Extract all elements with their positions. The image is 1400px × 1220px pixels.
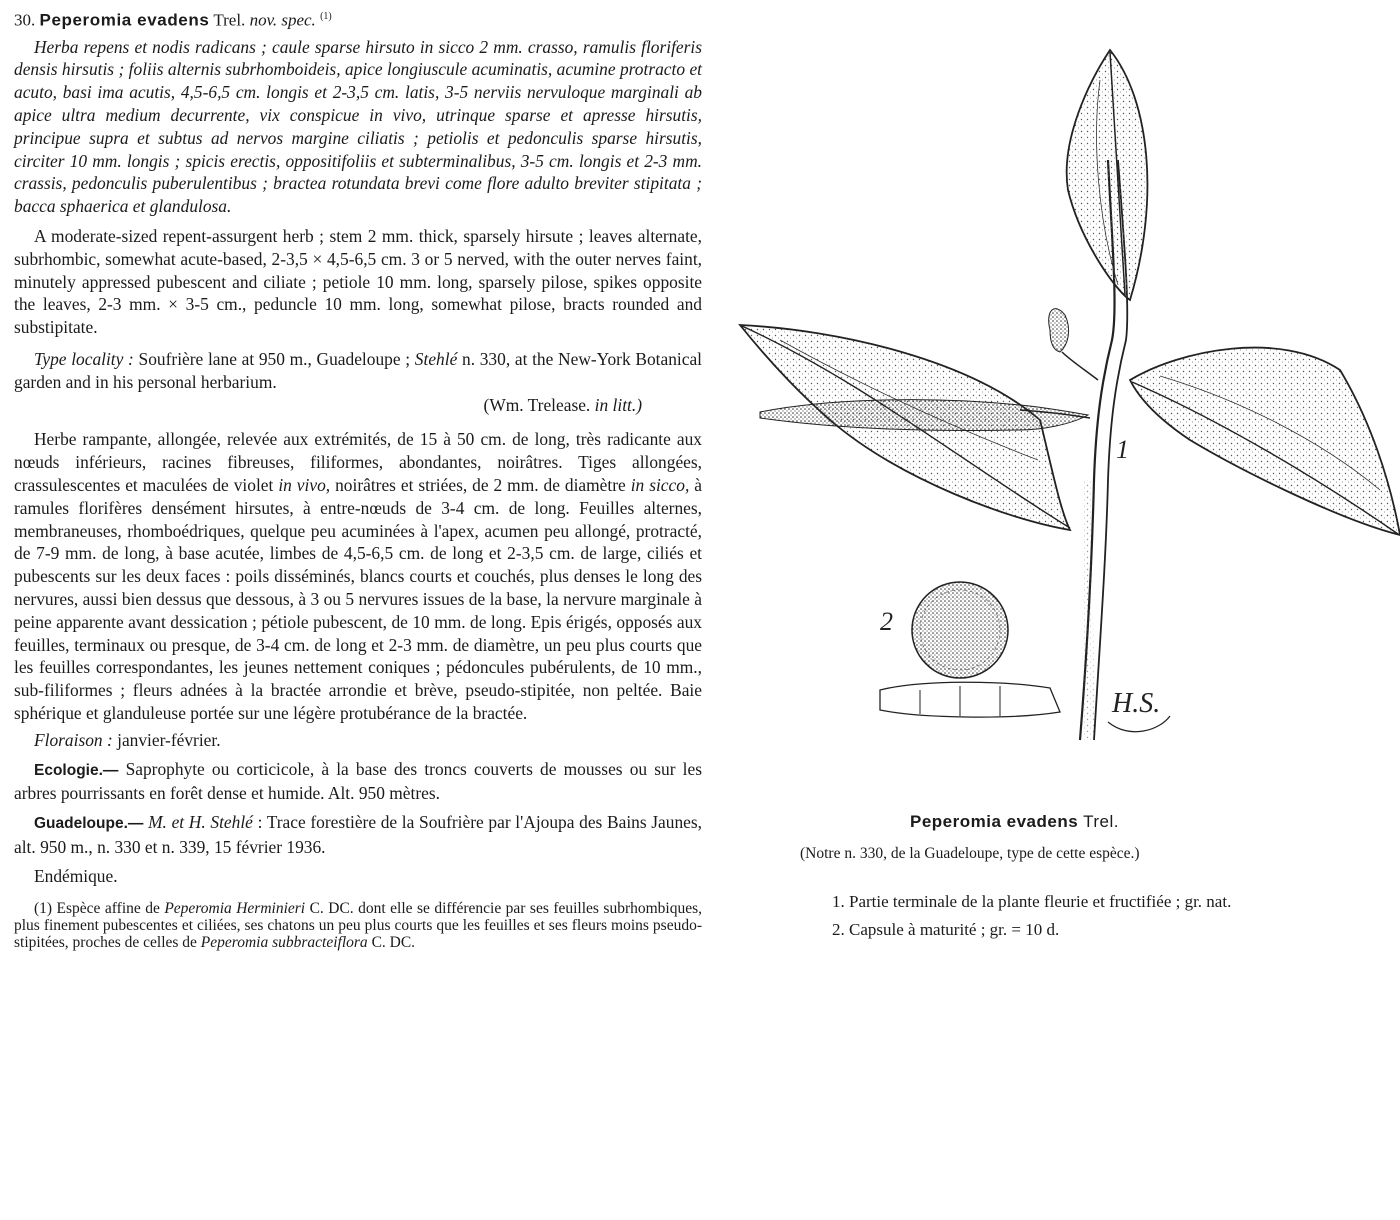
ecologie: [14, 758, 702, 806]
caption-species: Peperomia evadens: [910, 812, 1079, 831]
capsule-figure: [912, 582, 1008, 678]
footnote-species-b: Peperomia subbracteiflora: [200, 934, 368, 952]
caption-item: 2. Capsule à maturité ; gr. = 10 d.: [832, 920, 1060, 939]
french-description: [14, 428, 702, 724]
ecologie-label: Ecologie.—: [34, 761, 119, 779]
plate-caption-subtitle: (Notre n. 330, de la Guadeloupe, type de cette espèce.): [800, 845, 1140, 862]
type-locality: [14, 348, 702, 394]
footnote-species-a: Peperomia Herminieri: [164, 899, 306, 917]
french-in-sicco: in sicco,: [630, 475, 690, 495]
type-locality-label: Type locality :: [34, 349, 134, 370]
flowering-spike: [760, 400, 1088, 431]
type-locality-text: Soufrière lane at 950 m., Guadeloupe ;: [138, 349, 411, 370]
guadeloupe-text: : Trace forestière de la Soufrière par l'Ajoupa des Bains Jaunes, alt. 950 m., n. 330 et n. 339, 15 février 1936.: [14, 812, 702, 857]
right-leaf: [1130, 348, 1400, 535]
footnote: [14, 900, 702, 952]
plate-caption-list: [832, 888, 1231, 944]
footnote-text-a: (1) Espèce affine de: [34, 899, 160, 917]
species-name: Peperomia evadens: [39, 10, 210, 30]
plate-column: [710, 0, 1400, 1220]
guadeloupe-label: Guadeloupe.—: [34, 815, 144, 833]
french-text-3: à ramules florifères densément hirsutes, à entre-nœuds de 3-4 cm. de long. Feuilles alternes, membraneuses, rhomboédriques, quelque peu acuminées à l'apex, acumen peu allongé, protracté, de 7-9 mm. de long, à base acutée, limbes de 4,5-6,5 cm. de long et 2-3,5 cm. de large, ciliés et pubescents sur les deux faces : poils disséminés, blancs courts et couchés, plus denses le long des nervures, aussi bien dessus que dessous, à 3 ou 5 nervures issues de la base, la nervure marginale à peine apparente avant dessication ; pétiole pubescent, de 10 mm. de long. Epis érigés, opposés aux feuilles, terminaux ou presque, de 3-4 cm. de long et 2-3 mm. de diamètre, un peu plus courts que les feuilles correspondantes, les jeunes nettement coniques ; pédoncules pubérulents, de 10 mm., sub-filiformes ; fleurs adnées à la bractée arrondie et brève, pseudo-stipitée, non peltée. Baie sphérique et glanduleuse portée sur une légère protubérance de la bractée.: [14, 475, 702, 723]
type-locality-collector: Stehlé: [414, 349, 458, 370]
plate-label-1: 1: [1116, 435, 1129, 464]
caption-item: 1. Partie terminale de la plante fleurie et fructifiée ; gr. nat.: [832, 892, 1232, 911]
floraison: [14, 729, 702, 752]
plate-label-2: 2: [880, 607, 893, 636]
attribution-source: in litt.): [594, 394, 642, 415]
french-text-1: Herbe rampante, allongée, relevée aux extrémités, de 15 à 50 cm. de long, très radicante aux nœuds inférieurs, racines fibreuses, filiformes, abondantes, noirâtres. Tiges allongées, crassulescentes et maculées de violet: [14, 429, 702, 495]
text-column: [14, 6, 702, 952]
footnote-text-c: C. DC.: [371, 934, 416, 952]
species-number: 30.: [14, 10, 36, 30]
endemique: Endémique.: [34, 865, 118, 886]
attribution: [14, 394, 702, 417]
plate-caption-title: [910, 812, 1119, 832]
species-status: nov. spec.: [249, 10, 316, 30]
floraison-text: janvier-février.: [117, 729, 221, 750]
species-heading: [14, 6, 702, 32]
french-text-2: noirâtres et striées, de 2 mm. de diamètre: [335, 475, 626, 495]
type-locality-text-b: n. 330, at the New-York Botanical garden and in his personal herbarium.: [14, 349, 702, 392]
artist-signature: H.S.: [1112, 688, 1161, 719]
ecologie-text: Saprophyte ou corticicole, à la base des troncs couverts de mousses ou sur les arbres pourrissants en forêt dense et humide. Alt. 950 mètres.: [14, 758, 702, 804]
latin-description: Herba repens et nodis radicans ; caule sparse hirsuto in sicco 2 mm. crasso, ramulis floriferis densis hirsutis ; foliis alternis subrhomboideis, apice longiuscule acuminatis, acumine protracto et acuto, basi ima acutis, 4,5-6,5 cm. longis et 2-3,5 cm. latis, 3-5 nerviis nervuloque marginali ab apice ultra medium decurrente, vix conspicue in vivo, utrinque sparse et apresse hirsutis, principue supra et subtus ad nervos margine ciliatis ; petiolis et pedonculis sparse hirsutis, circiter 10 mm. longis ; spicis erectis, oppositifoliis et subterminalibus, 3-5 cm. longis et 2-3 mm. crassis, pedonculis puberulentibus ; bractea rotundata brevi come flore adulto breviter stipitata ; bacca sphaerica et glandulosa.: [14, 36, 702, 217]
caption-author: Trel.: [1083, 812, 1119, 831]
top-leaf: [1067, 50, 1148, 300]
guadeloupe-collectors: M. et H. Stehlé: [148, 812, 253, 833]
footnote-ref: (1): [320, 11, 332, 22]
footnote-text-b: C. DC. dont elle se différencie par ses feuilles subrhombiques, plus finement pubescentes et ciliées, ses chatons un peu plus courts que les feuilles et ses fleurs moins pseudo-stipitées, proches de celles de: [14, 899, 703, 952]
upper-spike: [1049, 309, 1069, 352]
attribution-name: (Wm. Trelease.: [483, 394, 591, 415]
french-in-vivo: in vivo,: [278, 475, 331, 495]
species-author: Trel.: [213, 10, 246, 30]
english-description: A moderate-sized repent-assurgent herb ; stem 2 mm. thick, sparsely hirsute ; leaves alternate, subrhombic, somewhat acute-based, 2-3,5 × 4,5-6,5 cm. 3 or 5 nerved, with the outer nerves faint, minutely appressed pubescent and ciliate ; petiole 10 mm. long, sparsely pilose, spikes opposite the leaves, 2-3 mm. × 3-5 cm., peduncle 10 mm. long, somewhat pilose, bracts rounded and substipitate.: [14, 226, 702, 338]
botanical-illustration: [720, 40, 1400, 760]
floraison-label: Floraison :: [34, 729, 113, 750]
guadeloupe: [14, 811, 702, 859]
